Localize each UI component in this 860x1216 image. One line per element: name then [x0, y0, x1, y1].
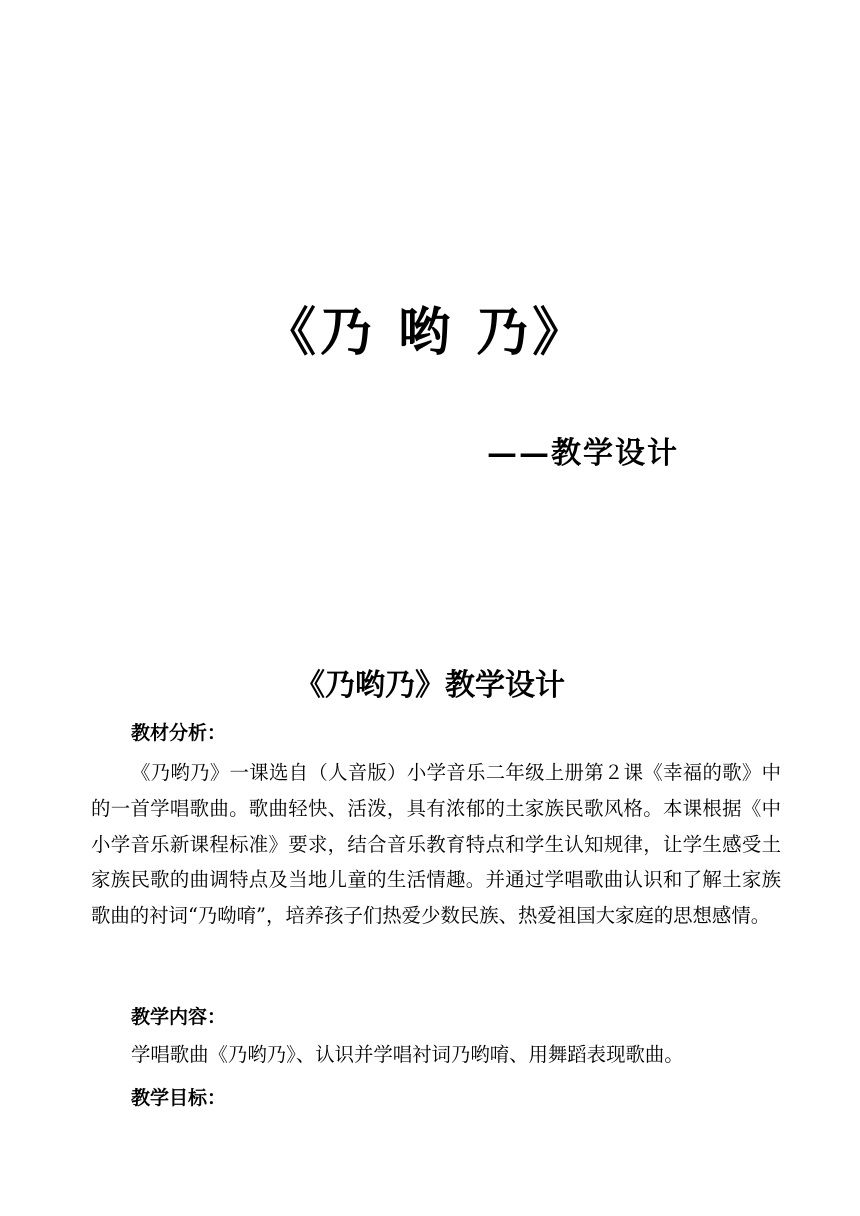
- cover-title: 《乃 哟 乃》: [264, 302, 589, 363]
- paragraph-teaching-content: 学唱歌曲《乃哟乃》、认识并学唱衬词乃哟唷、用舞蹈表现歌曲。: [131, 1043, 684, 1066]
- section-label-teaching-goals: 教学目标：: [131, 1087, 227, 1109]
- document-heading: 《乃哟乃》教学设计: [295, 668, 565, 703]
- section-label-teaching-content: 教学内容：: [131, 1006, 227, 1028]
- section-label-textbook-analysis: 教材分析：: [131, 722, 227, 744]
- paragraph-textbook-analysis: 《乃哟乃》一课选自（人音版）小学音乐二年级上册第２课《幸福的歌》中的一首学唱歌曲。歌曲轻快、活泼，具有浓郁的土家族民歌风格。本课根据《中小学音乐新课程标准》要求，结合音乐教育特点和学生认知规律，让学生感受土家族民歌的曲调特点及当地儿童的生活情趣。并通过学唱歌曲认识和了解土家族歌曲的衬词“乃呦唷”，培养孩子们热爱少数民族、热爱祖国大家庭的思想感情。: [91, 761, 781, 928]
- cover-subtitle: ——教学设计: [487, 436, 679, 471]
